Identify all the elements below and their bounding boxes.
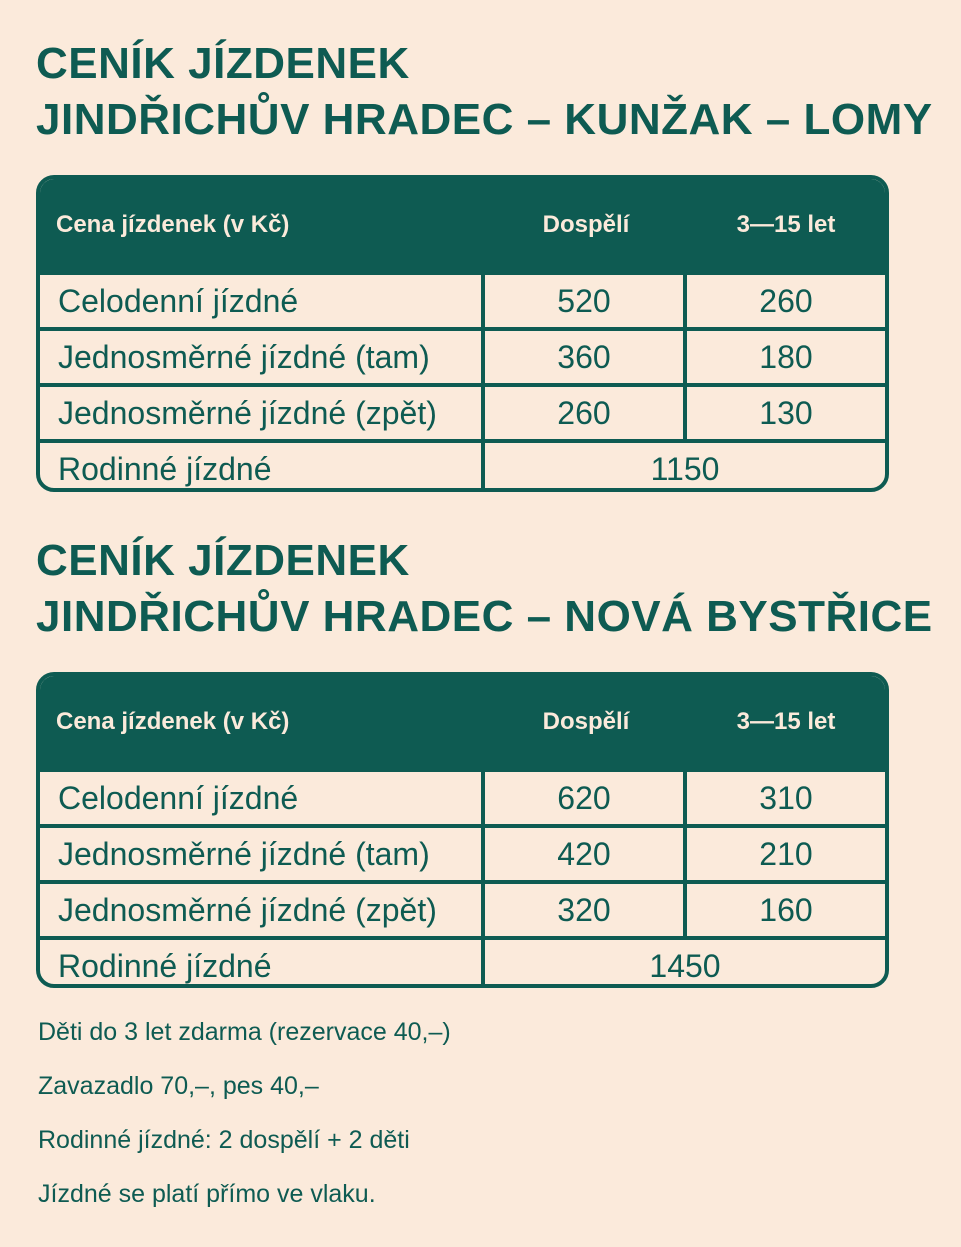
table-row-family [40, 439, 885, 492]
family-price: 1150 [650, 450, 720, 487]
table-row-family [40, 936, 885, 988]
note-luggage-dog: Zavazadlo 70,–, pes 40,– [38, 1072, 319, 1100]
section-2-title-line-1: CENÍK JÍZDENEK [36, 536, 410, 585]
row-label: Jednosměrné jízdné (tam) [40, 331, 485, 383]
table-header [40, 676, 885, 768]
row-child-price: 130 [759, 394, 813, 431]
table-row [40, 824, 885, 880]
note-children-free: Děti do 3 let zdarma (rezervace 40,–) [38, 1018, 451, 1046]
header-price-label: Cena jízdenek (v Kč) [56, 211, 290, 238]
row-child-price: 160 [759, 891, 813, 928]
table-row [40, 327, 885, 383]
row-adult-price: 520 [485, 275, 687, 327]
row-adult-price: 420 [485, 828, 687, 880]
row-label: Jednosměrné jízdné (tam) [40, 828, 485, 880]
row-label: Jednosměrné jízdné (zpět) [40, 387, 485, 439]
row-adult-price: 620 [485, 772, 687, 824]
section-1-title-line-1: CENÍK JÍZDENEK [36, 39, 410, 88]
table-row [40, 880, 885, 936]
row-child-price: 260 [759, 282, 813, 319]
section-2-title-line-2: JINDŘICHŮV HRADEC – NOVÁ BYSTŘICE [36, 592, 933, 641]
table-row [40, 271, 885, 327]
row-adult-price: 260 [485, 387, 687, 439]
header-adult: Dospělí [542, 211, 630, 238]
section-2-title [36, 533, 933, 645]
header-price-label: Cena jízdenek (v Kč) [56, 708, 290, 735]
table-body [40, 768, 885, 988]
notes [38, 1010, 451, 1226]
row-label: Celodenní jízdné [40, 772, 485, 824]
note-pay-on-train: Jízdné se platí přímo ve vlaku. [38, 1180, 376, 1208]
price-table-kunzak-lomy [36, 175, 889, 492]
section-1-title [36, 36, 933, 148]
row-label: Rodinné jízdné [40, 940, 485, 988]
row-adult-price: 360 [485, 331, 687, 383]
note-family-fare: Rodinné jízdné: 2 dospělí + 2 děti [38, 1126, 410, 1154]
table-body [40, 271, 885, 492]
row-label: Celodenní jízdné [40, 275, 485, 327]
family-price: 1450 [649, 947, 721, 984]
price-table-nova-bystrice [36, 672, 889, 988]
table-header [40, 179, 885, 271]
header-adult: Dospělí [542, 708, 630, 735]
row-child-price: 210 [759, 835, 813, 872]
row-child-price: 310 [759, 779, 813, 816]
row-label: Rodinné jízdné [40, 443, 485, 492]
header-child: 3—15 let [736, 708, 836, 735]
table-row [40, 383, 885, 439]
section-1-title-line-2: JINDŘICHŮV HRADEC – KUNŽAK – LOMY [36, 95, 933, 144]
header-child: 3—15 let [736, 211, 836, 238]
row-adult-price: 320 [485, 884, 687, 936]
row-child-price: 180 [759, 338, 813, 375]
row-label: Jednosměrné jízdné (zpět) [40, 884, 485, 936]
table-row [40, 768, 885, 824]
